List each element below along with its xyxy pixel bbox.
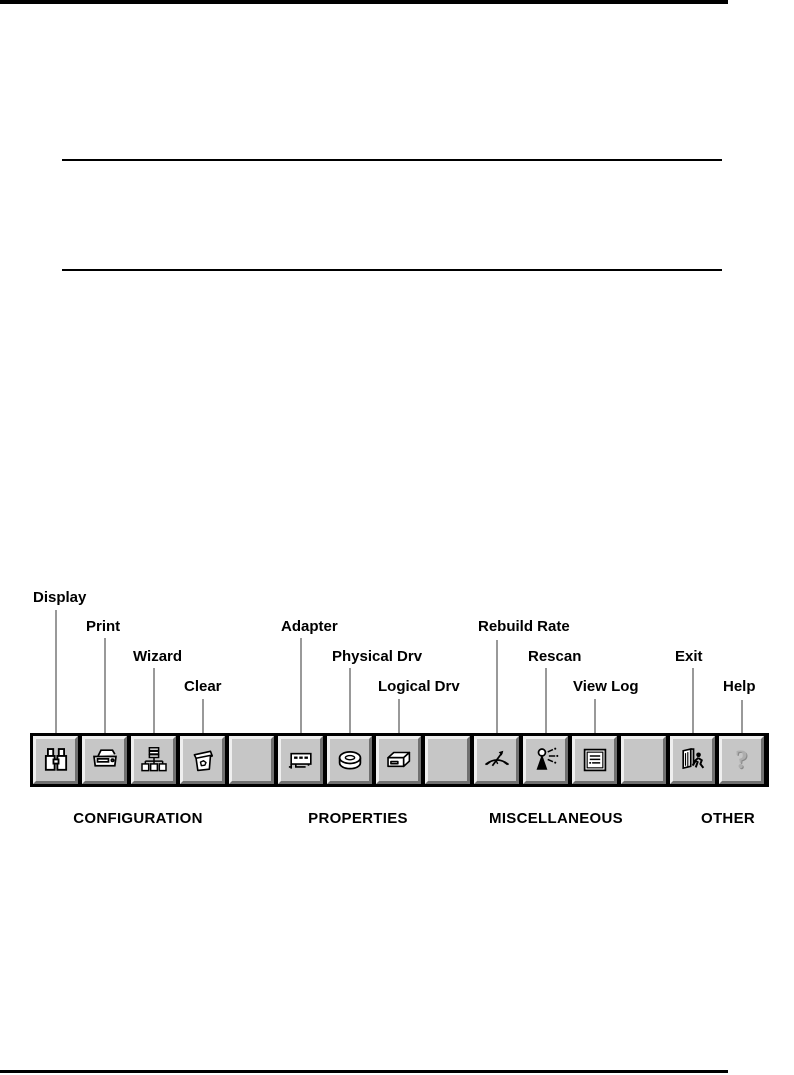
callout-rebuild-rate: Rebuild Rate	[478, 618, 570, 635]
callout-display: Display	[33, 589, 87, 606]
group-label-properties: PROPERTIES	[308, 810, 408, 827]
toolbar-figure	[30, 733, 769, 787]
leader-line-view-log	[594, 699, 596, 734]
group-label-miscellaneous: MISCELLANEOUS	[489, 810, 623, 827]
exit-door-icon	[678, 745, 708, 775]
leader-line-logical-drv	[398, 699, 400, 734]
horizontal-rule-middle-2	[62, 269, 722, 271]
adapter-card-icon	[286, 745, 316, 775]
leader-line-display	[55, 610, 57, 734]
callout-print: Print	[86, 618, 121, 635]
leader-line-help	[741, 700, 743, 734]
leader-line-rescan	[545, 668, 547, 734]
leader-line-clear	[202, 699, 204, 734]
disk-platter-icon	[335, 745, 365, 775]
callout-help: Help	[723, 678, 756, 695]
toolbar-button-rebuild-rate	[474, 736, 519, 784]
horizontal-rule-top	[0, 0, 728, 4]
callout-logical-drv: Logical Drv	[378, 678, 460, 695]
toolbar-button-print	[82, 736, 127, 784]
toolbar-spacer	[229, 736, 274, 784]
leader-line-rebuild-rate	[496, 640, 498, 734]
log-document-icon	[580, 745, 610, 775]
toolbar-button-rescan	[523, 736, 568, 784]
toolbar-button-adapter	[278, 736, 323, 784]
group-label-configuration: CONFIGURATION	[73, 810, 203, 827]
toolbar-spacer	[425, 736, 470, 784]
toolbar-button-display	[33, 736, 78, 784]
callout-rescan: Rescan	[528, 648, 582, 665]
leader-line-exit	[692, 668, 694, 734]
binoculars-icon	[41, 745, 71, 775]
callout-exit: Exit	[675, 648, 703, 665]
leader-line-wizard	[153, 668, 155, 734]
trash-bin-icon	[188, 745, 218, 775]
toolbar-spacer	[621, 736, 666, 784]
callout-physical-drv: Physical Drv	[332, 648, 423, 665]
leader-line-print	[104, 638, 106, 734]
toolbar-button-exit	[670, 736, 715, 784]
callout-view-log: View Log	[573, 678, 639, 695]
horizontal-rule-bottom	[0, 1070, 728, 1073]
broadcast-person-icon	[531, 745, 561, 775]
toolbar-button-physical-drv	[327, 736, 372, 784]
group-label-other: OTHER	[701, 810, 755, 827]
gauge-icon	[482, 745, 512, 775]
printer-icon	[90, 745, 120, 775]
callout-adapter: Adapter	[281, 618, 338, 635]
toolbar-button-clear	[180, 736, 225, 784]
callout-wizard: Wizard	[133, 648, 183, 665]
horizontal-rule-middle-1	[62, 159, 722, 161]
toolbar-button-help	[719, 736, 764, 784]
toolbar-button-view-log	[572, 736, 617, 784]
callout-clear: Clear	[184, 678, 222, 695]
leader-line-adapter	[300, 638, 302, 734]
toolbar-button-logical-drv	[376, 736, 421, 784]
question-mark-icon: ?	[735, 745, 748, 774]
org-tree-icon	[139, 745, 169, 775]
drive-box-icon	[384, 745, 414, 775]
toolbar-button-wizard	[131, 736, 176, 784]
leader-line-physical-drv	[349, 668, 351, 734]
